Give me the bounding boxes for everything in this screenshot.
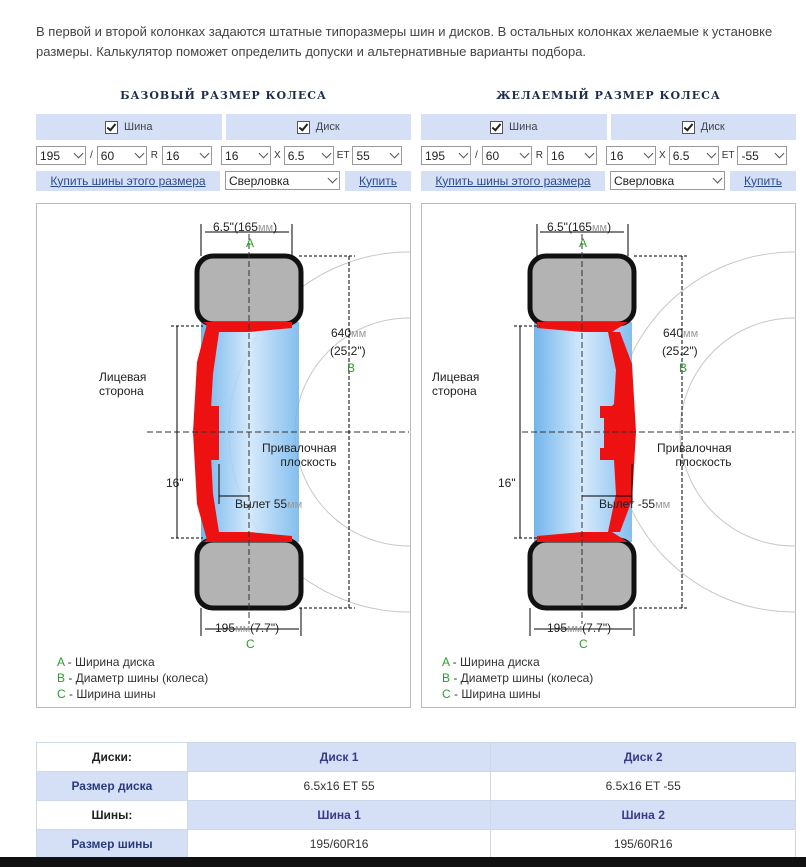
base-rim-diameter-label: 16" [166,476,184,490]
table-cell: Шина 1 [187,801,491,830]
base-rim-width-label: 6.5"(165мм) [213,220,278,234]
desired-rim-width-label: 6.5"(165мм) [547,220,612,234]
desired-buy-tires-link[interactable]: Купить шины этого размера [421,171,605,191]
desired-tire-profile-select[interactable]: 60 [482,146,532,165]
base-diameter-inch: (25.2") [330,344,366,358]
desired-tire-diameter-select[interactable]: 16 [547,146,597,165]
desired-drilling-select[interactable]: Сверловка [610,171,725,190]
desired-rim-diameter-label: 16" [498,476,516,490]
chevron-down-icon [200,149,210,159]
table-cell: Шины: [37,801,188,830]
base-tire-width-label: 195мм(7.7") [215,621,280,635]
checkbox-icon [682,121,695,134]
table-cell: Диск 2 [491,743,796,772]
checkbox-icon [297,121,310,134]
chevron-down-icon [706,149,716,159]
base-label-a: A [246,236,255,250]
table-cell: Диск 1 [187,743,491,772]
desired-wheel-panel: ЖЕЛАЕМЫЙ РАЗМЕР КОЛЕСА Шина Диск 195 / 60 R 16 16 X 6.5 ET -55 Купить шины этого размера Сверловка Купить [421,88,796,191]
chevron-down-icon [390,149,400,159]
desired-disc-diameter-select[interactable]: 16 [606,146,656,165]
base-panel-title: БАЗОВЫЙ РАЗМЕР КОЛЕСА [120,89,327,102]
chevron-down-icon [713,174,723,184]
base-label-b: B [347,361,356,375]
chevron-down-icon [321,149,331,159]
desired-wheel-diagram [421,203,796,708]
desired-label-c: C [579,637,588,651]
base-disc-checkbox[interactable]: Диск [226,114,412,140]
chevron-down-icon [775,149,785,159]
chevron-down-icon [585,149,595,159]
chevron-down-icon [74,149,84,159]
chevron-down-icon [644,149,654,159]
table-row [37,743,796,772]
desired-label-a: A [579,236,588,250]
table-cell: Шина 2 [491,801,796,830]
checkbox-icon [490,121,503,134]
base-wheel-panel: БАЗОВЫЙ РАЗМЕР КОЛЕСА Шина Диск 195 / 60 R 16 16 X 6.5 ET 55 Купить шины этого размера Сверловка Купить [36,88,411,191]
base-drilling-select[interactable]: Сверловка [225,171,340,190]
desired-buy-link[interactable]: Купить [730,171,796,191]
base-et-select[interactable]: 55 [352,146,402,165]
base-tire-checkbox[interactable]: Шина [36,114,222,140]
chevron-down-icon [459,149,469,159]
desired-et-select[interactable]: -55 [737,146,787,165]
chevron-down-icon [134,149,144,159]
checkbox-icon [105,121,118,134]
desired-label-b: B [679,361,688,375]
desired-diameter-label: 640мм [663,326,699,340]
base-tire-diameter-select[interactable]: 16 [162,146,212,165]
table-cell: 6.5x16 ET -55 [491,772,796,801]
chevron-down-icon [328,174,338,184]
base-disc-diameter-select[interactable]: 16 [221,146,271,165]
desired-panel-title: ЖЕЛАЕМЫЙ РАЗМЕР КОЛЕСА [496,89,721,102]
base-tire-width-select[interactable]: 195 [36,146,86,165]
desired-offset-label: Вылет -55мм [599,497,671,511]
table-cell: 195/60R16 [187,830,491,859]
base-buy-link[interactable]: Купить [345,171,411,191]
desired-diameter-inch: (25.2") [662,344,698,358]
desired-disc-width-select[interactable]: 6.5 [669,146,719,165]
base-diameter-label: 640мм [331,326,367,340]
desired-tire-checkbox[interactable]: Шина [421,114,607,140]
base-buy-tires-link[interactable]: Купить шины этого размера [36,171,220,191]
base-tire-profile-select[interactable]: 60 [97,146,147,165]
desired-face-side-label: Лицевая сторона [432,370,480,398]
table-row [37,772,796,801]
table-cell: Диски: [37,743,188,772]
base-disc-width-select[interactable]: 6.5 [284,146,334,165]
table-cell: 195/60R16 [491,830,796,859]
table-cell: 6.5x16 ET 55 [187,772,491,801]
desired-legend: A - Ширина диска B - Диаметр шины (колеса) C - Ширина шины [442,655,594,701]
base-mount-plane-label: Привалочная плоскость [262,441,337,469]
intro-text: В первой и второй колонках задаются штатные типоразмеры шин и дисков. В остальных колонках желаемые к установке размеры. Калькулятор поможет определить допуски и альтернативные варианты подбора. [36,24,773,59]
base-offset-label: Вылет 55мм [235,497,303,511]
desired-tire-width-label: 195мм(7.7") [547,621,612,635]
base-label-c: C [246,637,255,651]
chevron-down-icon [519,149,529,159]
desired-tire-width-select[interactable]: 195 [421,146,471,165]
table-cell: Размер диска [37,772,188,801]
base-face-side-label: Лицевая сторона [99,370,147,398]
base-wheel-diagram [36,203,411,708]
chevron-down-icon [259,149,269,159]
desired-mount-plane-label: Привалочная плоскость [657,441,732,469]
desired-disc-checkbox[interactable]: Диск [611,114,797,140]
base-legend: A - Ширина диска B - Диаметр шины (колеса) C - Ширина шины [57,655,209,701]
comparison-table [36,742,796,859]
table-row [37,830,796,859]
table-row [37,801,796,830]
bottom-bar [0,857,806,867]
table-cell: Размер шины [37,830,188,859]
